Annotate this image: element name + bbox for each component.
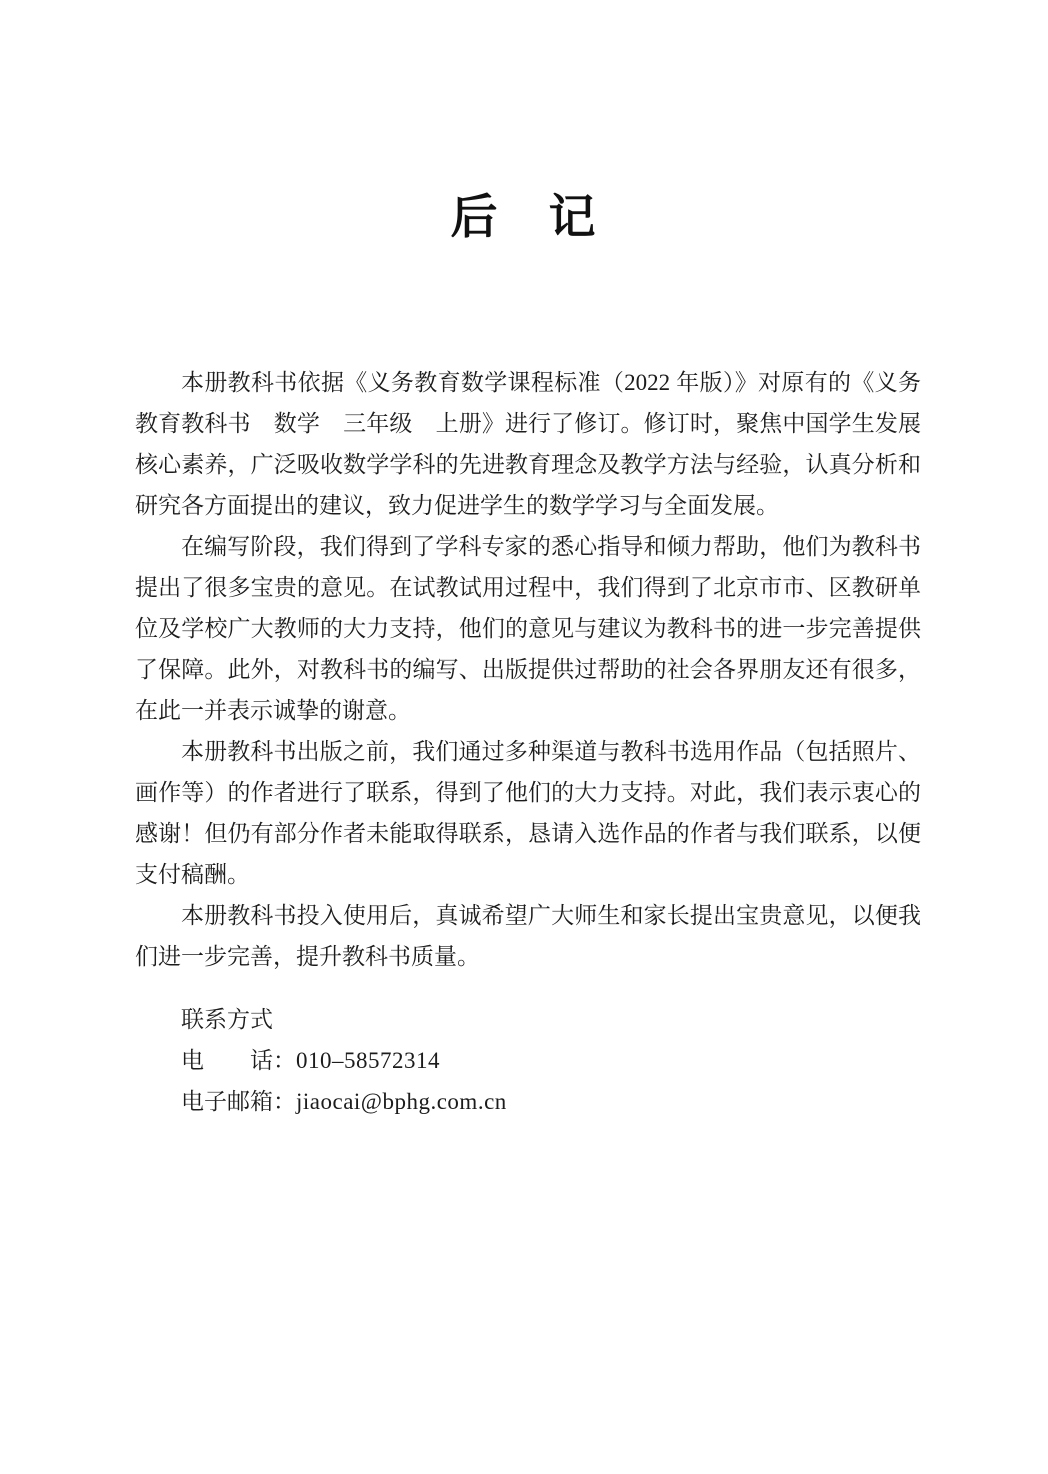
contact-heading: 联系方式 bbox=[181, 1007, 273, 1032]
paragraph-copyright-contact: 本册教科书出版之前，我们通过多种渠道与教科书选用作品（包括照片、画作等）的作者进行了联系，得到了他们的大力支持。对此，我们表示衷心的感谢！但仍有部分作者未能取得联系，恳请入选作品的作者与我们联系，以便支付稿酬。 bbox=[135, 739, 921, 887]
page-title: 后 记 bbox=[450, 192, 598, 244]
email-value: jiaocai@bphg.com.cn bbox=[296, 1089, 507, 1114]
body-text bbox=[135, 362, 921, 977]
paragraph-revision-basis: 本册教科书依据《义务教育数学课程标准（2022 年版）》对原有的《义务教育教科书 数学 三年级 上册》进行了修订。修订时，聚焦中国学生发展核心素养，广泛吸收数学学科的先进教育理念及教学方法与经验，认真分析和研究各方面提出的建议，致力促进学生的数学学习与全面发展。 bbox=[135, 370, 921, 518]
email-label: 电子邮箱： bbox=[181, 1089, 296, 1114]
phone-value: 010–58572314 bbox=[296, 1048, 440, 1073]
phone-line bbox=[135, 1040, 921, 1081]
contact-block bbox=[135, 999, 921, 1122]
paragraph-feedback-request: 本册教科书投入使用后，真诚希望广大师生和家长提出宝贵意见，以便我们进一步完善，提升教科书质量。 bbox=[135, 903, 921, 969]
phone-label: 电 话： bbox=[181, 1048, 296, 1073]
paragraph-acknowledgements: 在编写阶段，我们得到了学科专家的悉心指导和倾力帮助，他们为教科书提出了很多宝贵的意见。在试教试用过程中，我们得到了北京市市、区教研单位及学校广大教师的大力支持，他们的意见与建议为教科书的进一步完善提供了保障。此外，对教科书的编写、出版提供过帮助的社会各界朋友还有很多，在此一并表示诚挚的谢意。 bbox=[135, 534, 921, 723]
email-line bbox=[135, 1081, 921, 1122]
